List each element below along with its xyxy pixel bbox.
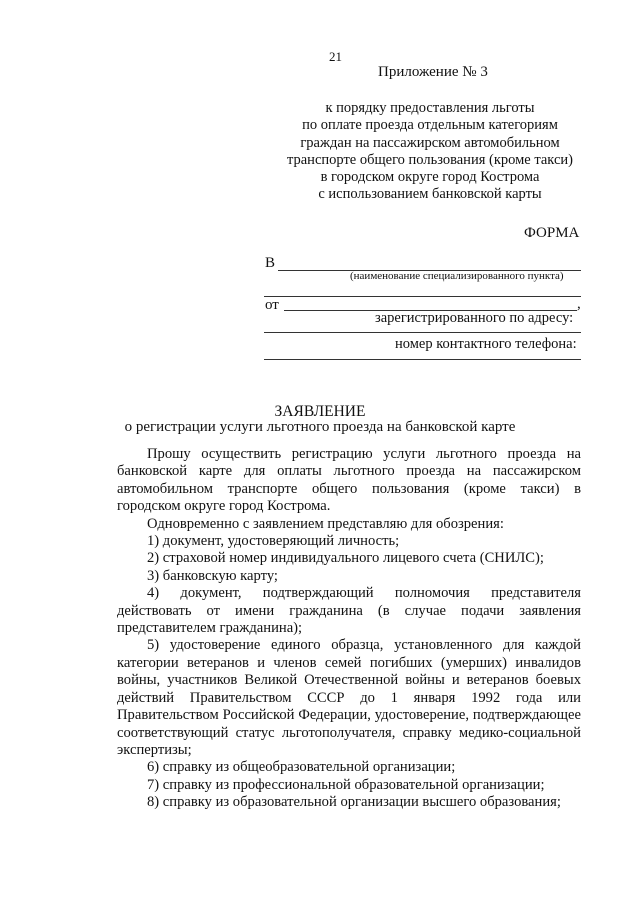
application-body [117,446,581,812]
appendix-line: к порядку предоставления льготы [325,100,535,116]
from-comma: , [577,296,581,312]
document-list-item: 7) справку из профессиональной образовательной организации; [147,776,545,793]
document-list-item: 6) справку из общеобразовательной организации; [147,759,456,776]
address-field-line[interactable] [264,332,581,333]
appendix-line: граждан на пассажирском автомобильном [300,134,560,151]
phone-field-line[interactable] [264,359,581,360]
documents-intro: Одновременно с заявлением представляю для обозрения: [147,515,504,532]
document-title: ЗАЯВЛЕНИЕ [274,403,366,420]
appendix-title: Приложение № 3 [378,64,488,80]
document-list-item: 8) справку из образовательной организации высшего образования; [147,794,561,811]
appendix-line: по оплате проезда отдельным категориям [302,117,558,134]
document-list-item: 5) удостоверение единого образца, установленного для каждой категории ветеранов и членов семей погибших (умерших) инвалидов войны, участников Великой Отечественной войны и ветеранов боевых действий Правительством СССР до 1 января 1992 года или Правительством Российской Федерации, удостоверение, подтверждающее соответствующий статус льготополучателя, справку медико-социальной экспертизы; [117,637,581,758]
request-paragraph: Прошу осуществить регистрацию услуги льготного проезда на банковской карте для оплаты льготного проезда на пассажирском автомобильном транспорте общего пользования (кроме такси) в городском округе город Кострома. [117,446,581,515]
to-field-caption: (наименование специализированного пункта) [350,270,564,282]
appendix-reference [260,100,600,204]
document-list-item: 3) банковскую карту; [147,567,278,584]
phone-label: номер контактного телефона: [395,336,577,352]
appendix-line: транспорте общего пользования (кроме такси) [286,151,573,168]
to-prefix: В [265,255,276,271]
document-list-item: 1) документ, удостоверяющий личность; [147,533,400,550]
form-label: ФОРМА [524,225,580,241]
page-number: 21 [329,49,342,64]
document-list-item: 4) документ, подтверждающий полномочия представителя действовать от имени гражданина (в случае подачи заявления представителем гражданина); [117,585,581,637]
from-prefix: от [265,297,279,313]
address-label: зарегистрированного по адресу: [375,310,574,326]
document-list-item: 2) страховой номер индивидуального лицевого счета (СНИЛС); [147,550,544,567]
document-subtitle: о регистрации услуги льготного проезда на банковской карте [124,419,516,435]
appendix-line: в городском округе город Кострома [320,169,540,186]
to-field-line-2[interactable] [264,296,581,297]
appendix-line: с использованием банковской карты [318,186,542,203]
